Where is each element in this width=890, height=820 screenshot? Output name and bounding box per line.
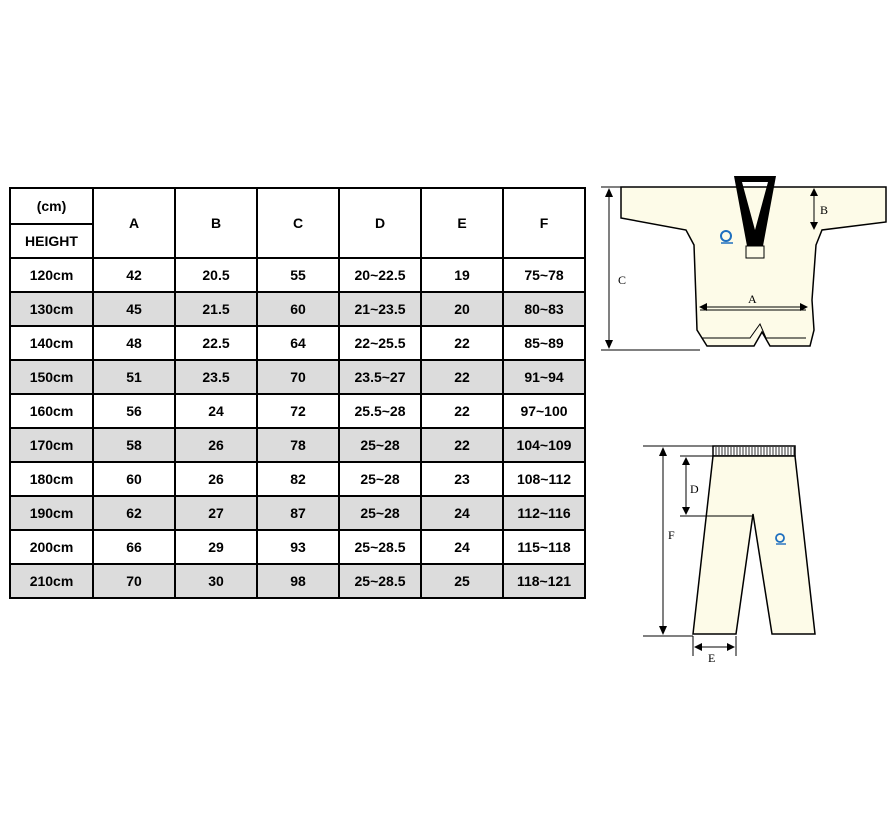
pants-drawing xyxy=(643,446,815,665)
column-header-e: E xyxy=(421,188,503,258)
measurement-cell-e: 22 xyxy=(421,428,503,462)
measurement-cell-f: 118~121 xyxy=(503,564,585,598)
measurement-cell-d: 25.5~28 xyxy=(339,394,421,428)
measurement-cell-d: 25~28 xyxy=(339,462,421,496)
measurement-cell-d: 23.5~27 xyxy=(339,360,421,394)
measurement-cell-f: 75~78 xyxy=(503,258,585,292)
column-header-d: D xyxy=(339,188,421,258)
height-cell: 120cm xyxy=(10,258,93,292)
measurement-cell-a: 42 xyxy=(93,258,175,292)
pants-outline xyxy=(693,456,815,634)
measurement-cell-e: 22 xyxy=(421,326,503,360)
measurement-cell-f: 115~118 xyxy=(503,530,585,564)
dimension-e xyxy=(693,636,736,665)
measurement-cell-c: 72 xyxy=(257,394,339,428)
height-cell: 200cm xyxy=(10,530,93,564)
measurement-cell-e: 20 xyxy=(421,292,503,326)
measurement-cell-e: 24 xyxy=(421,496,503,530)
column-header-c: C xyxy=(257,188,339,258)
measurement-cell-e: 22 xyxy=(421,394,503,428)
measurement-cell-c: 98 xyxy=(257,564,339,598)
height-cell: 130cm xyxy=(10,292,93,326)
measurement-cell-d: 25~28 xyxy=(339,496,421,530)
measurement-cell-a: 45 xyxy=(93,292,175,326)
measurement-cell-b: 22.5 xyxy=(175,326,257,360)
measurement-cell-a: 60 xyxy=(93,462,175,496)
measurement-cell-b: 27 xyxy=(175,496,257,530)
measurement-cell-c: 60 xyxy=(257,292,339,326)
unit-label: (cm) xyxy=(10,188,93,224)
measurement-cell-b: 23.5 xyxy=(175,360,257,394)
measurement-cell-a: 70 xyxy=(93,564,175,598)
height-label: HEIGHT xyxy=(10,224,93,258)
dimension-label-c: C xyxy=(618,273,627,287)
measurement-cell-e: 24 xyxy=(421,530,503,564)
jacket-drawing xyxy=(601,176,886,350)
dimension-label-d: D xyxy=(690,482,699,496)
dimension-label-a: A xyxy=(748,292,757,306)
waistband-ribbing xyxy=(716,447,794,455)
height-cell: 170cm xyxy=(10,428,93,462)
measurement-cell-a: 48 xyxy=(93,326,175,360)
measurement-cell-a: 66 xyxy=(93,530,175,564)
measurement-cell-b: 20.5 xyxy=(175,258,257,292)
measurement-cell-b: 29 xyxy=(175,530,257,564)
measurement-cell-f: 108~112 xyxy=(503,462,585,496)
column-header-b: B xyxy=(175,188,257,258)
measurement-cell-c: 93 xyxy=(257,530,339,564)
measurement-cell-b: 26 xyxy=(175,428,257,462)
measurement-cell-b: 30 xyxy=(175,564,257,598)
measurement-cell-d: 22~25.5 xyxy=(339,326,421,360)
measurement-cell-c: 70 xyxy=(257,360,339,394)
measurement-cell-e: 25 xyxy=(421,564,503,598)
measurement-cell-b: 24 xyxy=(175,394,257,428)
measurement-cell-b: 21.5 xyxy=(175,292,257,326)
measurement-cell-c: 82 xyxy=(257,462,339,496)
measurement-cell-f: 97~100 xyxy=(503,394,585,428)
measurement-cell-f: 112~116 xyxy=(503,496,585,530)
column-header-a: A xyxy=(93,188,175,258)
measurement-cell-e: 19 xyxy=(421,258,503,292)
column-header-f: F xyxy=(503,188,585,258)
height-cell: 190cm xyxy=(10,496,93,530)
height-cell: 210cm xyxy=(10,564,93,598)
measurement-cell-c: 87 xyxy=(257,496,339,530)
height-cell: 140cm xyxy=(10,326,93,360)
measurement-cell-a: 58 xyxy=(93,428,175,462)
measurement-cell-e: 22 xyxy=(421,360,503,394)
measurement-cell-f: 104~109 xyxy=(503,428,585,462)
measurement-cell-f: 85~89 xyxy=(503,326,585,360)
dimension-label-e: E xyxy=(708,651,716,665)
measurement-cell-a: 56 xyxy=(93,394,175,428)
measurement-cell-b: 26 xyxy=(175,462,257,496)
measurement-cell-d: 25~28.5 xyxy=(339,564,421,598)
measurement-cell-f: 91~94 xyxy=(503,360,585,394)
dimension-label-f: F xyxy=(668,528,675,542)
measurement-cell-c: 64 xyxy=(257,326,339,360)
measurement-cell-c: 55 xyxy=(257,258,339,292)
measurement-cell-d: 25~28 xyxy=(339,428,421,462)
measurement-cell-e: 23 xyxy=(421,462,503,496)
measurement-cell-f: 80~83 xyxy=(503,292,585,326)
measurement-cell-d: 20~22.5 xyxy=(339,258,421,292)
height-cell: 180cm xyxy=(10,462,93,496)
measurement-cell-a: 62 xyxy=(93,496,175,530)
height-cell: 150cm xyxy=(10,360,93,394)
height-cell: 160cm xyxy=(10,394,93,428)
measurement-cell-d: 21~23.5 xyxy=(339,292,421,326)
jacket-outline xyxy=(621,187,886,346)
measurement-cell-d: 25~28.5 xyxy=(339,530,421,564)
measurement-cell-a: 51 xyxy=(93,360,175,394)
dimension-label-b: B xyxy=(820,203,829,217)
measurement-cell-c: 78 xyxy=(257,428,339,462)
